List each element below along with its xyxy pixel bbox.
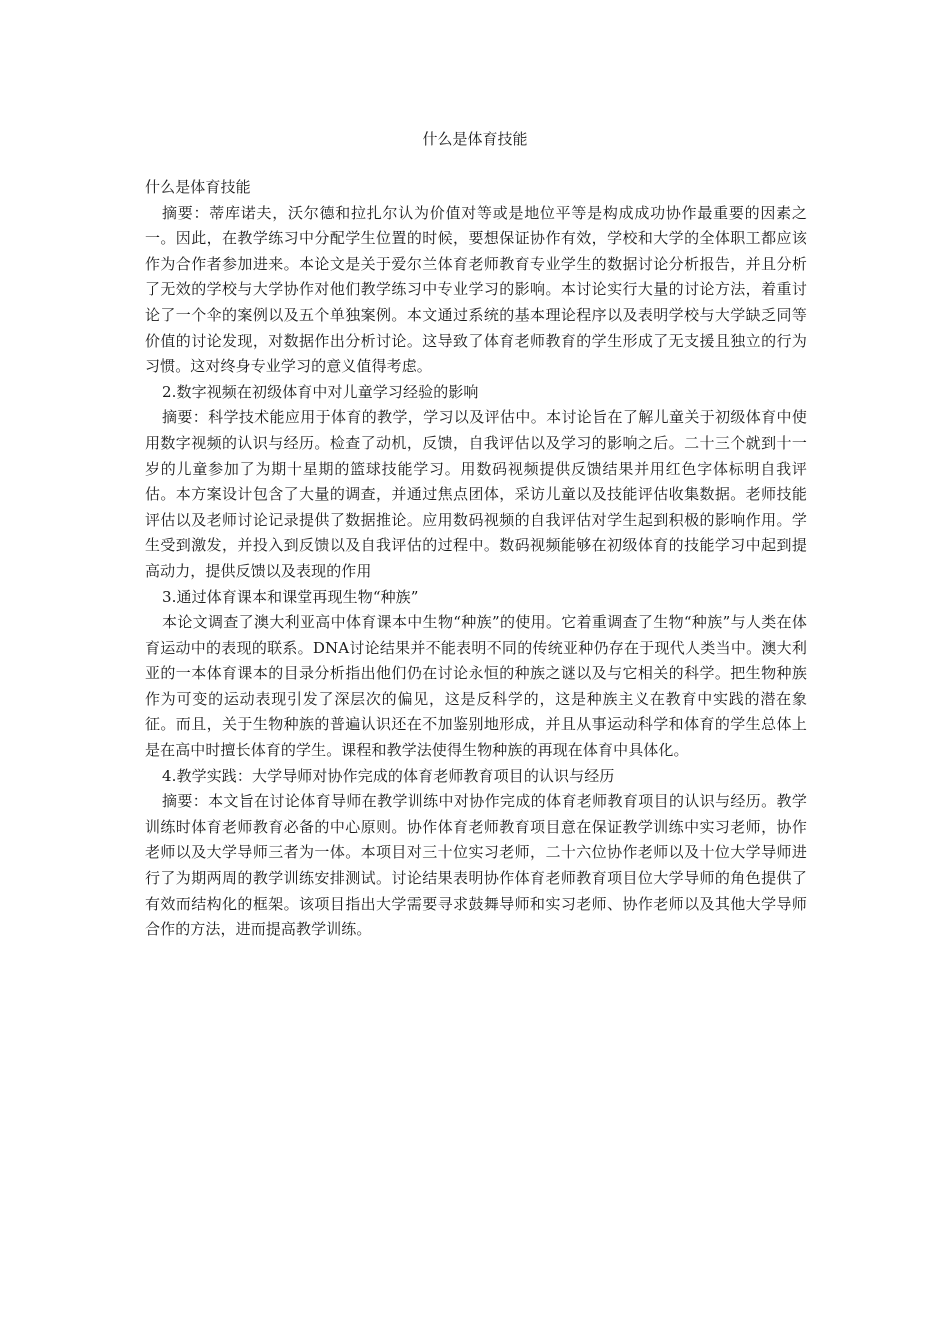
document-body [145,175,807,943]
abstract-paragraph-4: 摘要：本文旨在讨论体育导师在教学训练中对协作完成的体育老师教育项目的认识与经历。教学训练时体育老师教育必备的中心原则。协作体育老师教育项目意在保证教学训练中实习老师，协作老师以及大学导师三者为一体。本项目对三十位实习老师，二十六位协作老师以及十位大学导师进行了为期两周的教学训练安排测试。讨论结果表明协作体育老师教育项目位大学导师的角色提供了有效而结构化的框架。该项目指出大学需要寻求鼓舞导师和实习老师、协作老师以及其他大学导师合作的方法，进而提高教学训练。 [145,792,807,939]
abstract-paragraph-1: 摘要：蒂库诺夫，沃尔德和拉扎尔认为价值对等或是地位平等是构成成功协作最重要的因素之一。因此，在教学练习中分配学生位置的时候，要想保证协作有效，学校和大学的全体职工都应该作为合作者参加进来。本论文是关于爱尔兰体育老师教育专业学生的数据讨论分析报告，并且分析了无效的学校与大学协作对他们教学练习中专业学习的影响。本讨论实行大量的讨论方法，着重讨论了一个伞的案例以及五个单独案例。本文通过系统的基本理论程序以及表明学校与大学缺乏同等价值的讨论发现，对数据作出分析讨论。这导致了体育老师教育的学生形成了无支援且独立的行为习惯。这对终身专业学习的意义值得考虑。 [145,203,807,376]
abstract-paragraph-2: 摘要：科学技术能应用于体育的教学，学习以及评估中。本讨论旨在了解儿童关于初级体育中使用数字视频的认识与经历。检查了动机，反馈，自我评估以及学习的影响之后。二十三个就到十一岁的儿童参加了为期十星期的篮球技能学习。用数码视频提供反馈结果并用红色字体标明自我评估。本方案设计包含了大量的调查，并通过焦点团体，采访儿童以及技能评估收集数据。老师技能评估以及老师讨论记录提供了数据推论。应用数码视频的自我评估对学生起到积极的影响作用。学生受到激发，并投入到反馈以及自我评估的过程中。数码视频能够在初级体育的技能学习中起到提高动力，提供反馈以及表现的作用 [145,408,807,580]
section-heading-3: 3.通过体育课本和课堂再现生物“种族” [162,587,419,606]
document-heading: 什么是体育技能 [145,178,251,196]
document-title: 什么是体育技能 [422,130,528,148]
section-heading-2: 2.数字视频在初级体育中对儿童学习经验的影响 [162,382,479,401]
abstract-paragraph-3: 本论文调查了澳大利亚高中体育课本中生物“种族”的使用。它着重调查了生物“种族”与人类在体育运动中的表现的联系。DNA讨论结果并不能表明不同的传统亚种仍存在于现代人类当中。澳大利亚的一本体育课本的目录分析指出他们仍在讨论永恒的种族之谜以及与它相关的科学。把生物种族作为可变的运动表现引发了深层次的偏见，这是反科学的，这是种族主义在教育中实践的潜在象征。而且，关于生物种族的普遍认识还在不加鉴别地形成，并且从事运动科学和体育的学生总体上是在高中时擅长体育的学生。课程和教学法使得生物种族的再现在体育中具体化。 [145,613,807,760]
section-heading-4: 4.教学实践：大学导师对协作完成的体育老师教育项目的认识与经历 [162,766,615,785]
